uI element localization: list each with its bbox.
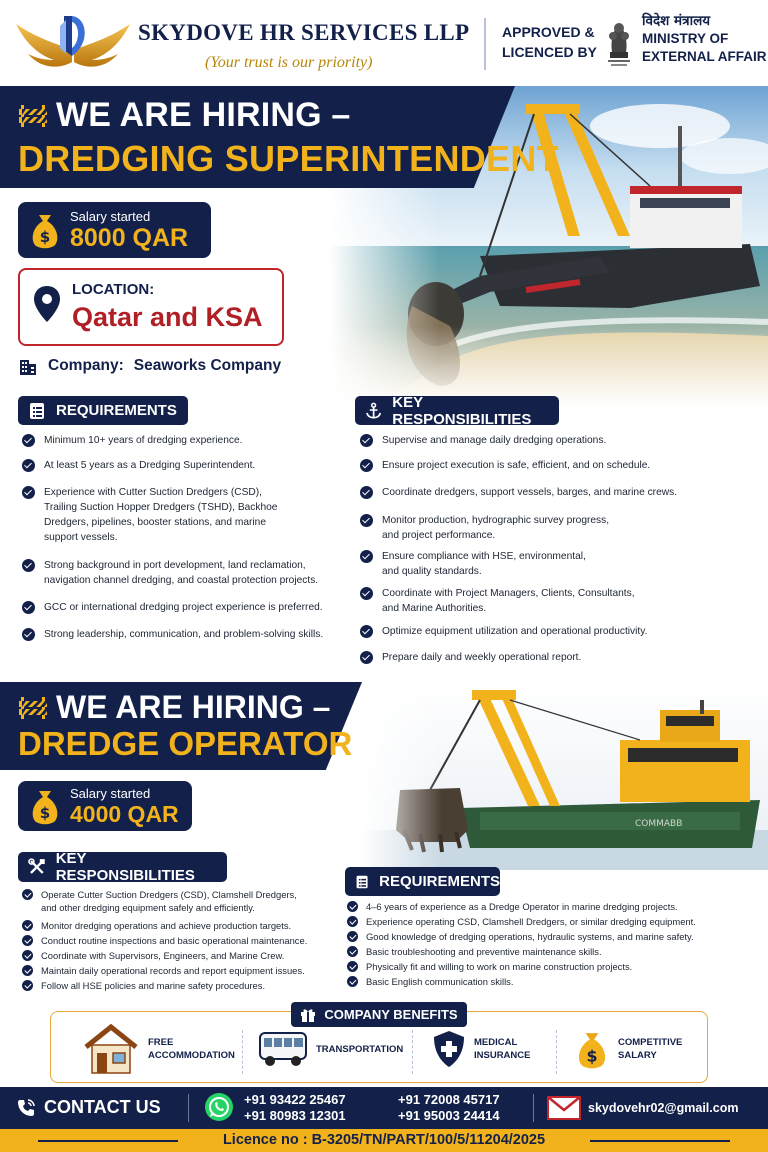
email-address[interactable]: skydovehr02@gmail.com xyxy=(588,1101,739,1115)
svg-text:$: $ xyxy=(586,1046,598,1066)
responsibility-text: Operate Cutter Suction Dredgers (CSD), Clamshell Dredgers, and other dredging equipment safely and efficiently. xyxy=(41,889,297,913)
check-icon xyxy=(22,434,35,447)
salary-label-2: Salary started xyxy=(70,785,151,801)
responsibilities-title-1: KEY RESPONSIBILITIES xyxy=(392,393,532,428)
clipboard-list-icon xyxy=(355,873,369,891)
tools-icon xyxy=(28,858,46,876)
responsibility-text: Monitor production, hydrographic survey progress, and project performance. xyxy=(382,515,610,541)
responsibility-text: Ensure project execution is safe, efficient, and on schedule. xyxy=(382,460,651,471)
list-item xyxy=(22,934,307,947)
benefit-separator xyxy=(412,1030,413,1074)
list-item xyxy=(347,975,513,988)
benefit-separator xyxy=(556,1030,557,1074)
clipboard-list-icon xyxy=(28,402,46,420)
clamshell-dredger-photo xyxy=(360,680,768,870)
requirement-text: Minimum 10+ years of dredging experience. xyxy=(44,435,243,446)
check-icon xyxy=(347,946,358,957)
company-line xyxy=(18,356,281,376)
list-item xyxy=(22,627,323,642)
responsibilities-heading-1 xyxy=(355,393,559,428)
check-icon xyxy=(22,980,33,991)
check-icon xyxy=(347,901,358,912)
money-bag-icon xyxy=(574,1026,610,1072)
contact-divider xyxy=(533,1094,534,1122)
check-icon xyxy=(360,587,373,600)
licence-number: Licence no : B-3205/TN/PART/100/5/11204/2025 xyxy=(222,1132,546,1148)
requirement-text: Basic English communication skills. xyxy=(366,976,514,987)
responsibility-text: Coordinate with Supervisors, Engineers, and Marine Crew. xyxy=(41,950,285,961)
benefit-label: COMPETITIVE SALARY xyxy=(618,1037,683,1061)
header xyxy=(0,0,768,84)
requirement-text: At least 5 years as a Dredging Superintendent. xyxy=(44,460,256,471)
responsibility-text: Follow all HSE policies and marine safety procedures. xyxy=(41,980,266,991)
phone-number[interactable]: +91 93422 25467 xyxy=(244,1092,346,1107)
list-item xyxy=(347,930,694,943)
list-item xyxy=(22,964,305,977)
check-icon xyxy=(22,559,35,572)
responsibility-text: Coordinate dredgers, support vessels, barges, and marine crews. xyxy=(382,487,678,498)
list-item xyxy=(360,549,586,579)
requirements-title-1: REQUIREMENTS xyxy=(56,402,177,419)
hiring-heading-1 xyxy=(18,96,351,135)
check-icon xyxy=(360,514,373,527)
check-icon xyxy=(22,920,33,931)
phone-number[interactable]: +91 72008 45717 xyxy=(398,1092,500,1107)
header-divider xyxy=(484,18,486,70)
requirements-heading-1 xyxy=(18,396,188,425)
ministry-line-2: EXTERNAL AFFAIR xyxy=(642,49,767,64)
list-item xyxy=(347,900,678,913)
phone-icon xyxy=(16,1098,36,1118)
responsibility-text: Prepare daily and weekly operational report. xyxy=(382,652,582,663)
money-bag-icon xyxy=(28,211,62,249)
requirement-text: Strong background in port development, land reclamation, navigation channel dredging, and coastal protection projects. xyxy=(44,560,319,586)
check-icon xyxy=(347,976,358,987)
company-label: Company: xyxy=(48,357,124,374)
hiring-label-2: WE ARE HIRING – xyxy=(56,689,331,725)
check-icon xyxy=(360,434,373,447)
benefit-salary xyxy=(574,1019,682,1079)
requirement-text: Experience with Cutter Suction Dredgers (CSD), Trailing Suction Hopper Dredgers (TSHD), Backhoe Dredgers, pipelines, booster stations, and marine support vessels. xyxy=(44,487,278,543)
contact-divider xyxy=(188,1094,189,1122)
list-item xyxy=(360,485,677,500)
check-icon xyxy=(22,486,35,499)
list-item xyxy=(360,513,609,543)
national-emblem-icon xyxy=(604,14,634,68)
mail-icon xyxy=(547,1096,581,1120)
benefit-label: TRANSPORTATION xyxy=(316,1043,404,1055)
benefit-transportation xyxy=(258,1019,403,1079)
list-item xyxy=(360,624,647,639)
list-item xyxy=(360,586,635,616)
check-icon xyxy=(347,931,358,942)
construction-barrier-icon xyxy=(18,695,48,721)
benefit-separator xyxy=(242,1030,243,1074)
building-icon xyxy=(18,356,38,376)
job-title-1: DREDGING SUPERINTENDENT xyxy=(18,138,559,179)
list-item xyxy=(360,458,650,473)
brand-name: SKYDOVE HR SERVICES LLP xyxy=(138,20,470,45)
location-box xyxy=(18,268,284,346)
check-icon xyxy=(347,916,358,927)
check-icon xyxy=(360,486,373,499)
benefits-title: COMPANY BENEFITS xyxy=(324,1007,458,1022)
requirement-text: Strong leadership, communication, and problem-solving skills. xyxy=(44,629,324,640)
anchor-icon xyxy=(365,402,382,420)
responsibilities-title-2: KEY RESPONSIBILITIES xyxy=(55,850,195,884)
requirement-text: Physically fit and willing to work on marine construction projects. xyxy=(366,961,633,972)
list-item xyxy=(347,960,632,973)
requirement-text: 4–6 years of experience as a Dredge Operator in marine dredging projects. xyxy=(366,901,678,912)
hiring-label-1: WE ARE HIRING – xyxy=(56,96,351,134)
construction-barrier-icon xyxy=(18,103,48,129)
hiring-heading-2 xyxy=(18,689,330,726)
approved-line-1: APPROVED & xyxy=(502,24,595,40)
check-icon xyxy=(22,965,33,976)
responsibility-text: Maintain daily operational records and report equipment issues. xyxy=(41,965,305,976)
list-item xyxy=(360,433,606,448)
check-icon xyxy=(347,961,358,972)
list-item xyxy=(22,979,265,992)
requirements-heading-2 xyxy=(345,867,500,896)
approved-line-2: LICENCED BY xyxy=(502,44,597,60)
tagline: (Your trust is our priority) xyxy=(205,54,373,71)
salary-value-2: 4000 QAR xyxy=(70,800,179,827)
ministry-hindi: विदेश मंत्रालय xyxy=(642,13,711,29)
list-item xyxy=(360,650,581,665)
list-item xyxy=(22,888,297,914)
location-label: LOCATION: xyxy=(72,281,155,298)
contact-heading xyxy=(16,1097,161,1118)
requirement-text: GCC or international dredging project experience is preferred. xyxy=(44,602,323,613)
money-bag-icon xyxy=(28,787,62,825)
salary-box-2 xyxy=(18,781,192,831)
skydove-logo-icon xyxy=(14,10,132,76)
job-title-2: DREDGE OPERATOR xyxy=(18,725,353,762)
requirement-text: Experience operating CSD, Clamshell Dredgers, or similar dredging equipment. xyxy=(366,916,696,927)
list-item xyxy=(347,945,602,958)
check-icon xyxy=(22,628,35,641)
check-icon xyxy=(22,935,33,946)
check-icon xyxy=(360,625,373,638)
responsibility-text: Conduct routine inspections and basic operational maintenance. xyxy=(41,935,308,946)
requirement-text: Basic troubleshooting and preventive maintenance skills. xyxy=(366,946,602,957)
approved-text xyxy=(502,22,597,62)
bus-icon xyxy=(258,1029,308,1069)
responsibility-text: Monitor dredging operations and achieve production targets. xyxy=(41,920,292,931)
list-item xyxy=(22,485,277,545)
company-value: Seaworks Company xyxy=(133,357,282,374)
benefit-accommodation xyxy=(82,1019,235,1079)
list-item xyxy=(22,600,323,615)
check-icon xyxy=(22,601,35,614)
check-icon xyxy=(360,651,373,664)
responsibility-text: Optimize equipment utilization and operational productivity. xyxy=(382,626,648,637)
benefit-medical xyxy=(432,1019,530,1079)
location-value: Qatar and KSA xyxy=(72,302,263,332)
ministry-text xyxy=(642,12,767,66)
responsibilities-heading-2 xyxy=(18,852,227,882)
list-item xyxy=(22,558,318,588)
responsibility-text: Supervise and manage daily dredging operations. xyxy=(382,435,607,446)
svg-text:$: $ xyxy=(39,228,51,246)
phone-number[interactable]: +91 80983 12301 xyxy=(244,1108,346,1123)
whatsapp-icon[interactable] xyxy=(204,1092,234,1122)
shield-cross-icon xyxy=(432,1029,466,1069)
salary-value-1: 8000 QAR xyxy=(70,223,189,252)
responsibility-text: Coordinate with Project Managers, Clients, Consultants, and Marine Authorities. xyxy=(382,588,635,614)
benefit-label: MEDICAL INSURANCE xyxy=(474,1037,531,1061)
responsibility-text: Ensure compliance with HSE, environmental, and quality standards. xyxy=(382,551,586,577)
benefit-label: FREE ACCOMMODATION xyxy=(148,1037,235,1061)
list-item xyxy=(22,919,291,932)
ministry-line-1: MINISTRY OF xyxy=(642,31,729,46)
salary-label-1: Salary started xyxy=(70,208,151,224)
check-icon xyxy=(360,459,373,472)
requirements-title-2: REQUIREMENTS xyxy=(379,873,500,890)
list-item xyxy=(22,949,284,962)
contact-label: CONTACT US xyxy=(44,1097,161,1117)
phone-number[interactable]: +91 95003 24414 xyxy=(398,1108,500,1123)
check-icon xyxy=(22,459,35,472)
requirement-text: Good knowledge of dredging operations, hydraulic systems, and marine safety. xyxy=(366,931,694,942)
list-item xyxy=(22,433,242,448)
check-icon xyxy=(360,550,373,563)
list-item xyxy=(347,915,696,928)
salary-box-1 xyxy=(18,202,211,258)
check-icon xyxy=(22,950,33,961)
house-icon xyxy=(82,1023,140,1075)
list-item xyxy=(22,458,255,473)
check-icon xyxy=(22,889,33,900)
location-pin-icon xyxy=(32,284,62,324)
svg-text:$: $ xyxy=(39,804,51,822)
